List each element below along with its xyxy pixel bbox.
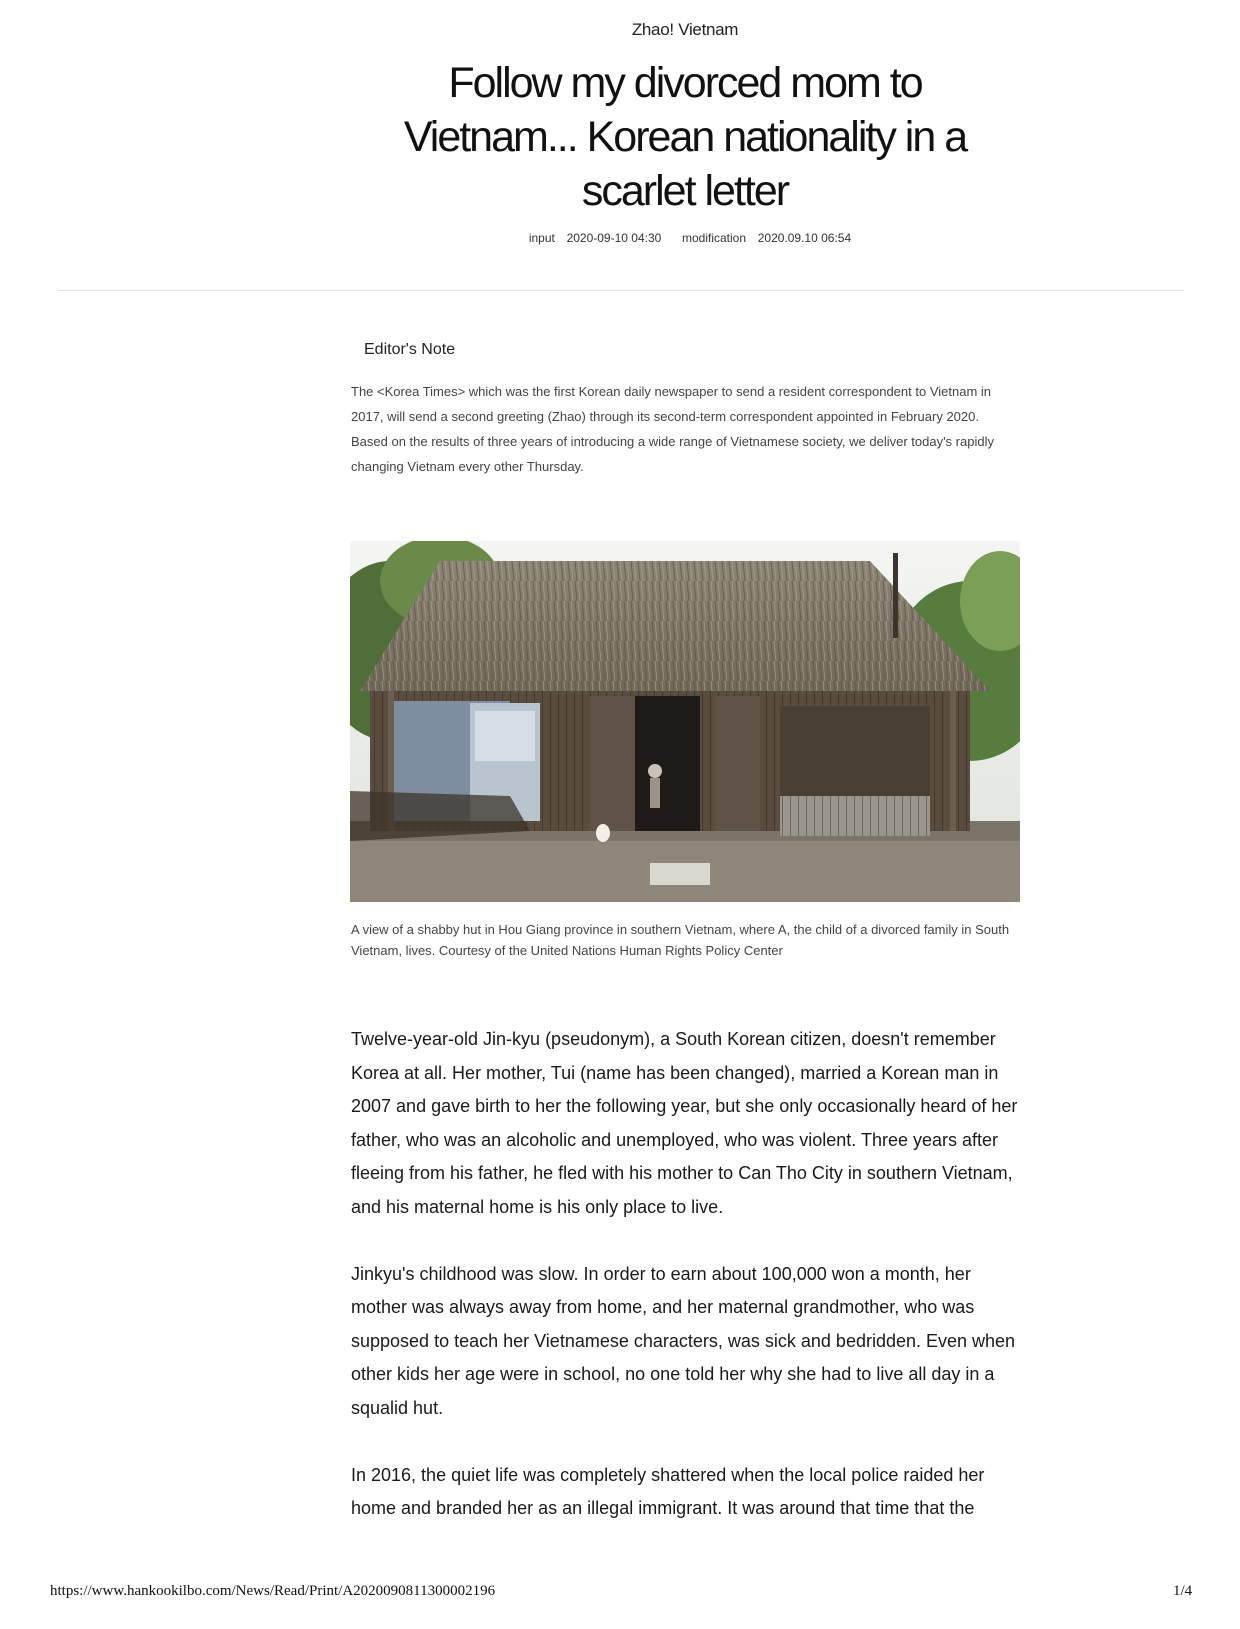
article-paragraph: Twelve-year-old Jin-kyu (pseudonym), a South Korean citizen, doesn't remember Korea at all. Her mother, Tui (name has been changed), married a Korean man in 2007 and gave birth to her the following year, but she only occasionally heard of her father, who was an alcoholic and unemployed, who was violent. Three years after fleeing from his father, he fled with his mother to Can Tho City in southern Vietnam, and his maternal home is his only place to live. <box>351 1029 1018 1217</box>
editor-note-title: Editor's Note <box>364 341 456 358</box>
footer-url: https://www.hankookilbo.com/News/Read/Print/A2020090811300002196 <box>50 1583 496 1599</box>
article-paragraph: In 2016, the quiet life was completely shattered when the local police raided her home and branded her as an illegal immigrant. It was around that time that the <box>351 1464 985 1518</box>
input-date: 2020-09-10 04:30 <box>566 231 662 245</box>
modification-date: 2020.09.10 06:54 <box>757 231 852 245</box>
article-photo <box>350 541 1020 902</box>
footer-page-number: 1/4 <box>1173 1583 1193 1599</box>
modification-label: modification <box>682 231 747 245</box>
article-meta <box>0 231 1240 245</box>
article-body <box>351 1023 1021 1559</box>
article-paragraph: Jinkyu's childhood was slow. In order to earn about 100,000 won a month, her mother was always away from home, and her maternal grandmother, who was supposed to teach her Vietnamese characters, was sick and bedridden. Even when other kids her age were in school, no one told her why she had to live all day in a squalid hut. <box>351 1263 1016 1418</box>
hut-photo-illustration <box>350 541 1020 902</box>
editor-note-body: The <Korea Times> which was the first Korean daily newspaper to send a resident correspondent to Vietnam in 2017, will send a second greeting (Zhao) through its second-term correspondent appointed in February 2020. Based on the results of three years of introducing a wide range of Vietnamese society, we deliver today's rapidly changing Vietnam every other Thursday. <box>351 384 994 474</box>
photo-caption: A view of a shabby hut in Hou Giang province in southern Vietnam, where A, the child of a divorced family in South Vietnam, lives. Courtesy of the United Nations Human Rights Policy Center <box>351 922 1010 958</box>
section-label[interactable]: Zhao! Vietnam <box>631 20 739 39</box>
article-headline: Follow my divorced mom to Vietnam... Korean nationality in a scarlet letter <box>403 59 967 215</box>
input-label: input <box>528 231 555 245</box>
header-divider <box>58 290 1184 291</box>
